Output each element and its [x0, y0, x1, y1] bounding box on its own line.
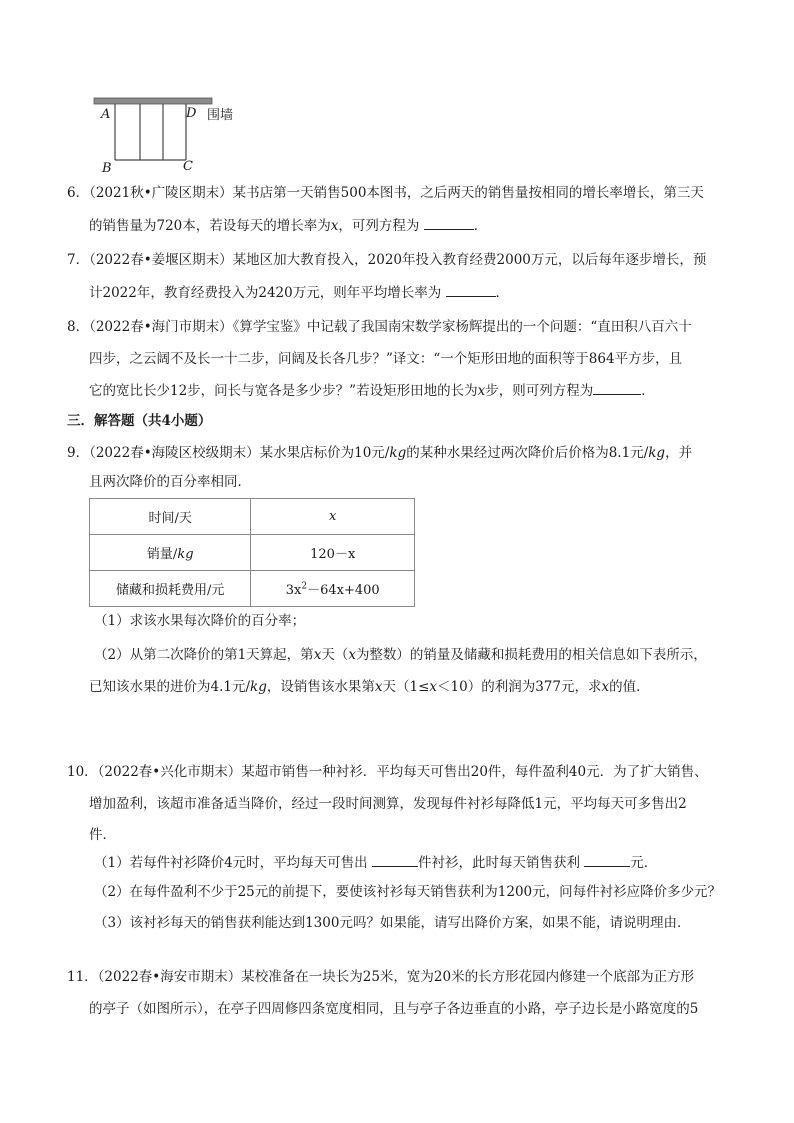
- table-cell: x: [251, 499, 415, 535]
- q6-line-2: 的销售量为720本，若设每天的增长率为x，可列方程为 ．: [89, 215, 487, 236]
- q6-line-1: 6．（2021秋•广陵区期末）某书店第一天销售500本图书，之后两天的销售量按相同的增长率增长，第三天: [67, 185, 704, 201]
- table-row: [90, 571, 415, 607]
- table-cell: $3x^2-64x+400$: [251, 571, 415, 607]
- section-3-heading: 三．解答题（共4小题）: [67, 413, 212, 429]
- q10-line-3: 件．: [89, 827, 116, 843]
- q8-line-3: 它的宽比长少12步，问长与宽各是多少步？”若设矩形田地的长为x步，则可列方程为 ．: [89, 380, 655, 401]
- fence-figure: [90, 96, 260, 176]
- q8-line-1: 8．（2022春•海门市期末）《算学宝鉴》中记载了我国南宋数学家杨辉提出的一个问题：“直田积八百六十: [67, 319, 692, 335]
- q10-part-3: （3）该衬衫每天的销售获利能达到1300元吗？如果能，请写出降价方案，如果不能，请说明理由．: [94, 915, 691, 931]
- q10-line-2: 增加盈利，该超市准备适当降价，经过一段时间测算，发现每件衬衫每降低1元，平均每天可多售出2: [89, 796, 687, 812]
- q9-part-1: （1）求该水果每次降价的百分率；: [94, 613, 306, 629]
- q10-part-1: （1）若每件衬衫降价4元时，平均每天可售出 件衬衫，此时每天销售获利 元．: [94, 852, 657, 873]
- q11-line-2: 的亭子（如图所示），在亭子四周修四条宽度相同，且与亭子各边垂直的小路，亭子边长是小路宽度的5: [89, 1001, 699, 1017]
- q8-answer-blank[interactable]: [593, 380, 641, 395]
- q7-answer-blank[interactable]: [446, 282, 496, 297]
- point-b-label: B: [102, 161, 112, 176]
- q9-part-2-line-2: 已知该水果的进价为4.1元/kg，设销售该水果第x天（1≤x＜10）的利润为377元，求x的值．: [89, 679, 650, 695]
- table-cell: 销量/kg: [90, 535, 251, 571]
- q11-line-1: 11．（2022春•海安市期末）某校准备在一块长为25米，宽为20米的长方形花园内修建一个底部为正方形: [67, 969, 695, 985]
- point-c-label: C: [183, 159, 193, 174]
- point-a-label: A: [101, 107, 111, 122]
- q9-line-2: 且两次降价的百分率相同．: [89, 474, 251, 490]
- wall-label: 围墙: [207, 108, 234, 123]
- q10-blank-1[interactable]: [372, 852, 418, 867]
- q7-line-1: 7．（2022春•姜堰区期末）某地区加大教育投入，2020年投入教育经费2000万元，以后每年逐步增长，预: [67, 252, 707, 268]
- table-cell: 储藏和损耗费用/元: [90, 571, 251, 607]
- q10-part-2: （2）在每件盈利不少于25元的前提下，要使该衬衫每天销售获利为1200元，问每件衬衫应降价多少元？: [94, 884, 722, 900]
- point-d-label: D: [186, 106, 197, 121]
- q6-answer-blank[interactable]: [424, 215, 474, 230]
- q7-line-2: 计2022年，教育经费投入为2420万元，则年平均增长率为 ．: [89, 282, 509, 303]
- q8-line-2: 四步，之云阔不及长一十二步，问阔及长各几步？”译文：“一个矩形田地的面积等于864平方步，且: [89, 351, 683, 367]
- table-cell: 120－x: [251, 535, 415, 571]
- wall-bar: [94, 98, 212, 104]
- q10-line-1: 10．（2022春•兴化市期末）某超市销售一种衬衫．平均每天可售出20件，每件盈利40元．为了扩大销售、: [67, 764, 708, 780]
- fence-diagram: [90, 96, 260, 176]
- table-cell: 时间/天: [90, 499, 251, 535]
- q9-line-1: 9．（2022春•海陵区校级期末）某水果店标价为10元/kg的某种水果经过两次降价后价格为8.1元/kg，并: [67, 445, 693, 461]
- table-row: [90, 499, 415, 535]
- q9-part-2-line-1: （2）从第二次降价的第1天算起，第x天（x为整数）的销量及储藏和损耗费用的相关信息如下表所示，: [94, 647, 707, 663]
- q9-data-table: [89, 498, 415, 607]
- q10-blank-2[interactable]: [584, 852, 630, 867]
- table-row: [90, 535, 415, 571]
